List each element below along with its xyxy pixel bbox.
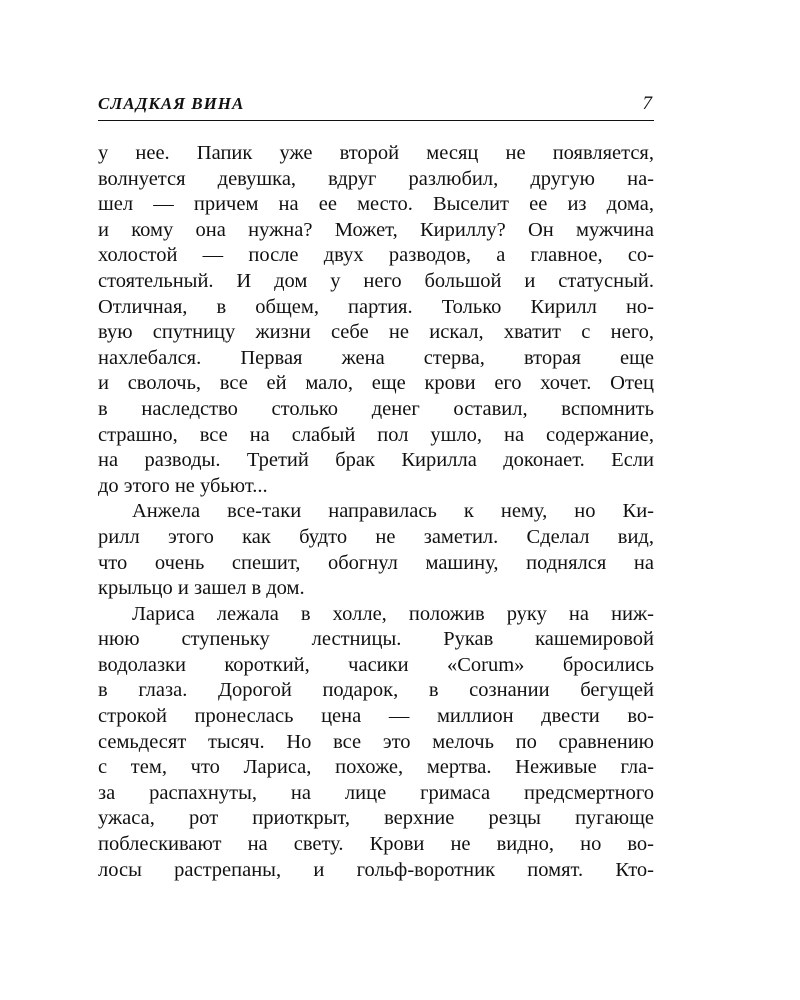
text-line: шел — причем на ее место. Выселит ее из дома, <box>98 193 654 216</box>
text-line: лосы растрепаны, и гольф-воротник помят. Кто- <box>98 858 654 881</box>
text-line: и кому она нужна? Может, Кириллу? Он мужчина <box>98 218 654 241</box>
text-line: у нее. Папик уже второй месяц не появляется, <box>98 142 654 164</box>
text-line: в глаза. Дорогой подарок, в сознании бегущей <box>98 679 654 702</box>
text-line: страшно, все на слабый пол ушло, на содержание, <box>98 423 654 446</box>
text-line: стоятельный. И дом у него большой и статусный. <box>98 269 654 292</box>
text-line: и сволочь, все ей мало, еще крови его хочет. Отец <box>98 372 654 395</box>
text-line: поблескивают на свету. Крови не видно, но во- <box>98 833 654 856</box>
body-text <box>98 141 654 883</box>
page-number: 7 <box>642 93 652 114</box>
text-line: ужаса, рот приоткрыт, верхние резцы пугающе <box>98 807 654 830</box>
text-line: Отличная, в общем, партия. Только Кирилл но- <box>98 295 654 318</box>
text-line: волнуется девушка, вдруг разлюбил, другую на- <box>98 167 654 190</box>
text-line: рилл этого как будто не заметил. Сделал вид, <box>98 525 654 548</box>
text-line: до этого не убьют... <box>98 474 268 497</box>
text-line: нюю ступеньку лестницы. Рукав кашемировой <box>98 628 654 651</box>
text-line: вую спутницу жизни себе не искал, хватит с него, <box>98 321 654 344</box>
text-line: водолазки короткий, часики «Corum» бросились <box>98 653 654 676</box>
text-line: за распахнуты, на лице гримаса предсмертного <box>98 781 654 804</box>
text-line: Анжела все-таки направилась к нему, но Ки- <box>132 500 654 523</box>
text-line: нахлебался. Первая жена стерва, вторая еще <box>98 346 654 369</box>
running-title: СЛАДКАЯ ВИНА <box>98 94 245 113</box>
text-line: семьдесят тысяч. Но все это мелочь по сравнению <box>98 730 654 753</box>
text-line: строкой пронеслась цена — миллион двести во- <box>98 705 654 728</box>
text-line: с тем, что Лариса, похоже, мертва. Неживые гла- <box>98 756 654 779</box>
text-line: что очень спешит, обогнул машину, поднялся на <box>98 551 654 574</box>
text-line: холостой — после двух разводов, а главное, со- <box>98 244 654 267</box>
text-line: на разводы. Третий брак Кирилла доконает. Если <box>98 449 654 472</box>
page-header <box>98 92 654 121</box>
text-line: крыльцо и зашел в дом. <box>98 577 305 600</box>
text-line: в наследство столько денег оставил, вспомнить <box>98 397 654 420</box>
text-line: Лариса лежала в холле, положив руку на ниж- <box>132 602 654 625</box>
